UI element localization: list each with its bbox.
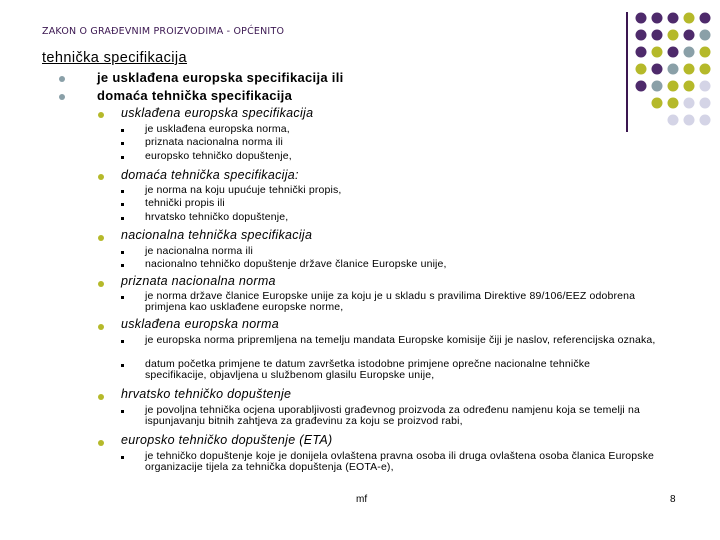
section-heading: nacionalna tehnička specifikacija [121,228,313,242]
list-item: tehnički propis ili [145,197,225,209]
bullet-icon [121,142,124,145]
bullet-icon [121,156,124,159]
section-heading: usklađena europska specifikacija [121,106,314,120]
slide-header: ZAKON O GRAĐEVNIM PROIZVODIMA - OPĆENITO [42,26,285,37]
section-heading: hrvatsko tehničko dopuštenje [121,387,292,401]
bullet-icon [98,281,104,287]
bullet-icon [121,264,124,267]
bullet-icon [121,340,124,343]
list-item: je nacionalna norma ili [145,245,253,257]
bullet-icon [59,76,65,82]
bullet-icon [121,364,124,367]
bullet-icon [98,112,104,118]
section-heading: priznata nacionalna norma [121,274,276,288]
bullet-icon [121,296,124,299]
bullet-icon [121,251,124,254]
list-item: datum početka primjene te datum završetka istodobne primjene oprečne nacionalne tehničke specifikacije, objavljena u službenom glasilu Europske unije, [145,358,591,381]
list-item: je norma na koju upućuje tehnički propis, [145,184,342,196]
list-item: je tehničko dopuštenje koje je donijela ovlaštena pravna osoba ili druga ovlaštena osoba članica Europske organizacije tijela za tehnička dopuštenja (EOTA-e), [145,450,654,473]
bullet-icon [121,129,124,132]
list-item: je povoljna tehnička ocjena uporabljivosti građevnog proizvoda za određenu namjenu koja se temelji na ispunjavanju bitnih zahtjeva za građevinu za koju se proizvod rabi, [145,404,640,427]
bullet-icon [121,410,124,413]
bullet-icon [98,440,104,446]
section-heading: usklađena europska norma [121,317,279,331]
bullet-icon [121,203,124,206]
page-number: 8 [670,494,676,505]
decorative-dot-grid [624,8,720,133]
bullet-icon [121,190,124,193]
top-item: je usklađena europska specifikacija ili [97,70,344,85]
list-item: europsko tehničko dopuštenje, [145,150,292,162]
list-item: hrvatsko tehničko dopuštenje, [145,211,289,223]
list-item: je europska norma pripremljena na temelju mandata Europske komisije čiji je naslov, referencijska oznaka, [145,334,656,346]
bullet-icon [121,217,124,220]
bullet-icon [98,174,104,180]
bullet-icon [98,324,104,330]
list-item: priznata nacionalna norma ili [145,136,284,148]
bullet-icon [98,235,104,241]
list-item: nacionalno tehničko dopuštenje države članice Europske unije, [145,258,447,270]
slide-title: tehnička specifikacija [42,50,188,66]
list-item: je norma države članice Europske unije za koju je u skladu s pravilima Direktive 89/106/EEZ odobrena primjena kao usklađene europske norme, [145,290,636,313]
list-item: je usklađena europska norma, [145,123,290,135]
bullet-icon [98,394,104,400]
footer-author: mf [356,494,368,505]
top-item: domaća tehnička specifikacija [97,88,293,103]
bullet-icon [59,94,65,100]
bullet-icon [121,456,124,459]
section-heading: europsko tehničko dopuštenje (ETA) [121,433,333,447]
section-heading: domaća tehnička specifikacija: [121,168,299,182]
